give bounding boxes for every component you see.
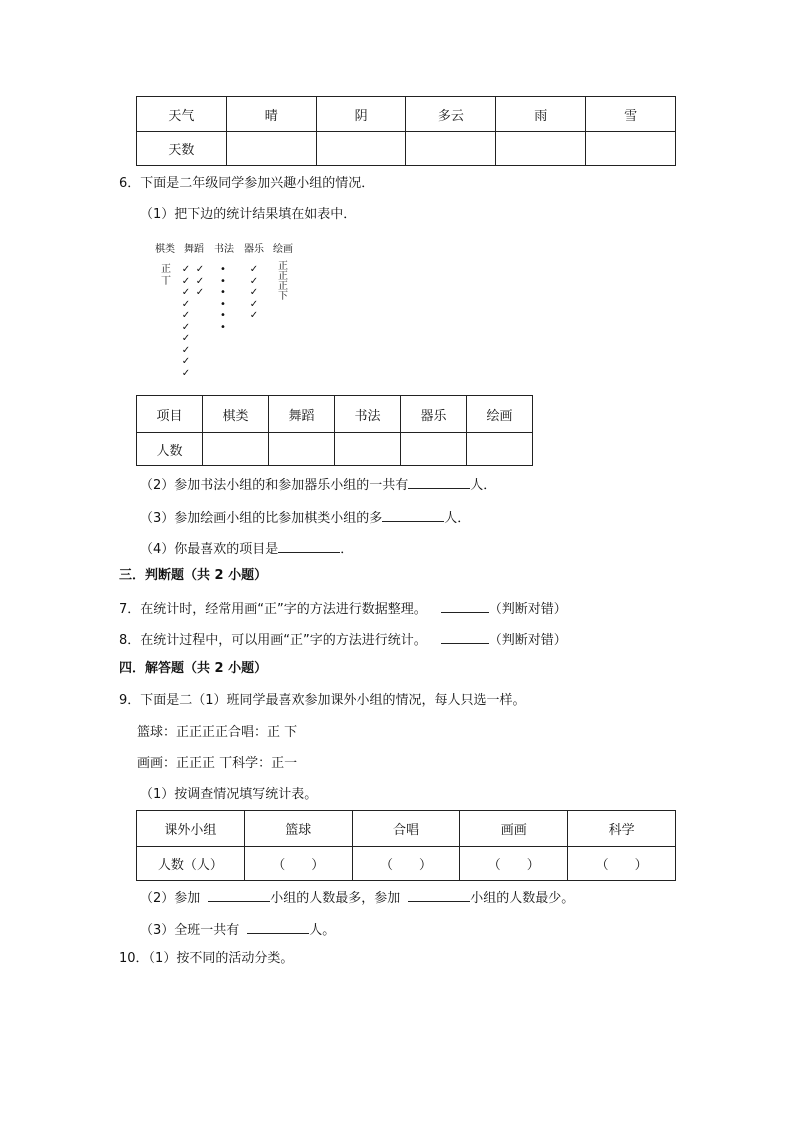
activity-answer-cell[interactable]: （ ） — [244, 847, 352, 881]
tally-mark: ✓ — [195, 275, 205, 287]
q6-sub1: （1）把下边的统计结果填在如表中． — [140, 207, 357, 222]
answer-blank[interactable] — [441, 629, 489, 644]
tally-header-drawing: 绘画 — [273, 244, 293, 255]
tally-dance-col1 — [180, 264, 192, 379]
weather-row-label: 天数 — [137, 132, 227, 166]
q10-title: 10．（1）按不同的活动分类。 — [119, 951, 294, 966]
q6-sub2-text: （2）参加书法小组的和参加器乐小组的一共有 — [140, 478, 409, 493]
q9-sub2-b: 小组的人数最多，参加 — [270, 891, 401, 906]
q6-sub4-end: ． — [340, 542, 354, 557]
tally-mark: ✓ — [181, 264, 191, 275]
q9-sub2-a: （2）参加 — [140, 891, 201, 906]
group-header-cell: 棋类 — [203, 396, 269, 433]
section4-heading: 四．解答题（共 2 小题） — [119, 661, 268, 676]
q9-sub1: （1）按调查情况填写统计表。 — [140, 787, 318, 802]
tally-mark: ✓ — [249, 287, 259, 298]
q6-sub2-unit: 人． — [470, 478, 497, 493]
q9-sub3-text: （3）全班一共有 — [140, 923, 240, 938]
weather-blank-cell[interactable] — [586, 132, 676, 166]
answer-blank[interactable] — [408, 474, 470, 489]
tally-mark: 正 — [278, 271, 288, 282]
group-header-cell: 舞蹈 — [269, 396, 335, 433]
answer-blank[interactable] — [382, 507, 444, 522]
answer-blank[interactable] — [278, 538, 340, 553]
tally-header-music: 器乐 — [244, 244, 264, 255]
tally-dance-col2 — [194, 264, 206, 299]
q6-sub2 — [140, 474, 496, 495]
tally-header-calligraphy: 书法 — [214, 244, 234, 255]
tally-header-chess: 棋类 — [155, 244, 175, 255]
tally-calligraphy — [217, 264, 229, 333]
answer-blank[interactable] — [408, 887, 470, 902]
q6-title: 6．下面是二年级同学参加兴趣小组的情况． — [119, 176, 375, 191]
q9-sub2-c: 小组的人数最少。 — [470, 891, 575, 906]
activity-header-cell: 课外小组 — [137, 811, 245, 847]
activity-answer-cell[interactable]: （ ） — [568, 847, 676, 881]
tally-mark: 下 — [278, 291, 288, 302]
activity-header-cell: 画画 — [460, 811, 568, 847]
q9-title: 9．下面是二（1）班同学最喜欢参加课外小组的情况，每人只选一样。 — [119, 693, 526, 708]
tally-mark: ✓ — [181, 344, 191, 356]
weather-header-cell: 多云 — [406, 97, 496, 132]
section3-heading: 三．判断题（共 2 小题） — [119, 568, 268, 583]
activity-header-cell: 篮球 — [244, 811, 352, 847]
weather-header-cell: 雪 — [586, 97, 676, 132]
group-header-cell: 项目 — [137, 396, 203, 433]
q7 — [119, 598, 567, 619]
q9-sub2 — [140, 887, 574, 908]
activity-row-label: 人数（人） — [137, 847, 245, 881]
tally-chess — [160, 264, 172, 287]
tally-mark: • — [220, 298, 226, 310]
tally-mark: • — [220, 275, 226, 287]
activity-header-cell: 科学 — [568, 811, 676, 847]
tally-music — [248, 264, 260, 322]
q9-sub3-unit: 人。 — [309, 923, 336, 938]
tally-mark: ✓ — [249, 275, 259, 287]
q6-sub3-unit: 人． — [444, 511, 471, 526]
q9-tally-line2: 画画：正正正 丅科学：正一 — [137, 756, 298, 771]
tally-mark: 丅 — [161, 275, 171, 287]
group-header-cell: 绘画 — [467, 396, 533, 433]
weather-blank-cell[interactable] — [406, 132, 496, 166]
tally-mark: 正 — [278, 281, 288, 292]
q6-sub3 — [140, 507, 470, 528]
group-blank-cell[interactable] — [467, 433, 533, 466]
answer-blank[interactable] — [247, 919, 309, 934]
weather-header-cell: 晴 — [226, 97, 316, 132]
group-blank-cell[interactable] — [269, 433, 335, 466]
q6-sub4-text: （4）你最喜欢的项目是 — [140, 542, 279, 557]
tally-mark: ✓ — [195, 264, 205, 275]
weather-blank-cell[interactable] — [496, 132, 586, 166]
weather-blank-cell[interactable] — [316, 132, 406, 166]
activity-answer-cell[interactable]: （ ） — [460, 847, 568, 881]
group-blank-cell[interactable] — [401, 433, 467, 466]
tally-mark: 正 — [161, 264, 171, 275]
tally-mark: ✓ — [249, 298, 259, 310]
tally-mark: ✓ — [249, 310, 259, 321]
group-header-cell: 器乐 — [401, 396, 467, 433]
tally-mark: ✓ — [195, 287, 205, 298]
tally-header-dance: 舞蹈 — [184, 244, 204, 255]
tally-mark: • — [220, 287, 226, 298]
group-row-label: 人数 — [137, 433, 203, 466]
tally-drawing — [276, 262, 290, 302]
q8-text: 8．在统计过程中，可以用画“正”字的方法进行统计。 — [119, 633, 427, 648]
weather-header-cell: 阴 — [316, 97, 406, 132]
tally-mark: ✓ — [181, 367, 191, 379]
tally-mark: ✓ — [249, 264, 259, 275]
q7-text: 7．在统计时，经常用画“正”字的方法进行数据整理。 — [119, 602, 427, 617]
activity-stat-table — [136, 810, 676, 881]
q8 — [119, 629, 567, 650]
tally-mark: ✓ — [181, 321, 191, 333]
tally-mark: • — [220, 321, 226, 333]
tally-mark: ✓ — [181, 298, 191, 310]
group-blank-cell[interactable] — [203, 433, 269, 466]
group-blank-cell[interactable] — [335, 433, 401, 466]
q9-tally-line1: 篮球：正正正正合唱：正 下 — [137, 725, 298, 740]
tally-mark: ✓ — [181, 275, 191, 287]
q6-sub4 — [140, 538, 353, 559]
answer-blank[interactable] — [208, 887, 270, 902]
answer-blank[interactable] — [441, 598, 489, 613]
group-header-cell: 书法 — [335, 396, 401, 433]
tally-mark: • — [220, 264, 226, 275]
tally-mark: ✓ — [181, 287, 191, 298]
tally-mark: ✓ — [181, 333, 191, 344]
q6-sub3-text: （3）参加绘画小组的比参加棋类小组的多 — [140, 511, 383, 526]
tally-mark: • — [220, 310, 226, 321]
q9-sub3 — [140, 919, 335, 940]
activity-header-cell: 合唱 — [352, 811, 460, 847]
tally-mark: ✓ — [181, 356, 191, 367]
weather-table — [136, 96, 676, 166]
tally-mark: 正 — [278, 261, 288, 272]
weather-header-cell: 天气 — [137, 97, 227, 132]
q7-tail: （判断对错） — [488, 602, 567, 617]
interest-group-table — [136, 395, 533, 466]
weather-blank-cell[interactable] — [226, 132, 316, 166]
tally-mark: ✓ — [181, 310, 191, 321]
activity-answer-cell[interactable]: （ ） — [352, 847, 460, 881]
q8-tail: （判断对错） — [488, 633, 567, 648]
weather-header-cell: 雨 — [496, 97, 586, 132]
